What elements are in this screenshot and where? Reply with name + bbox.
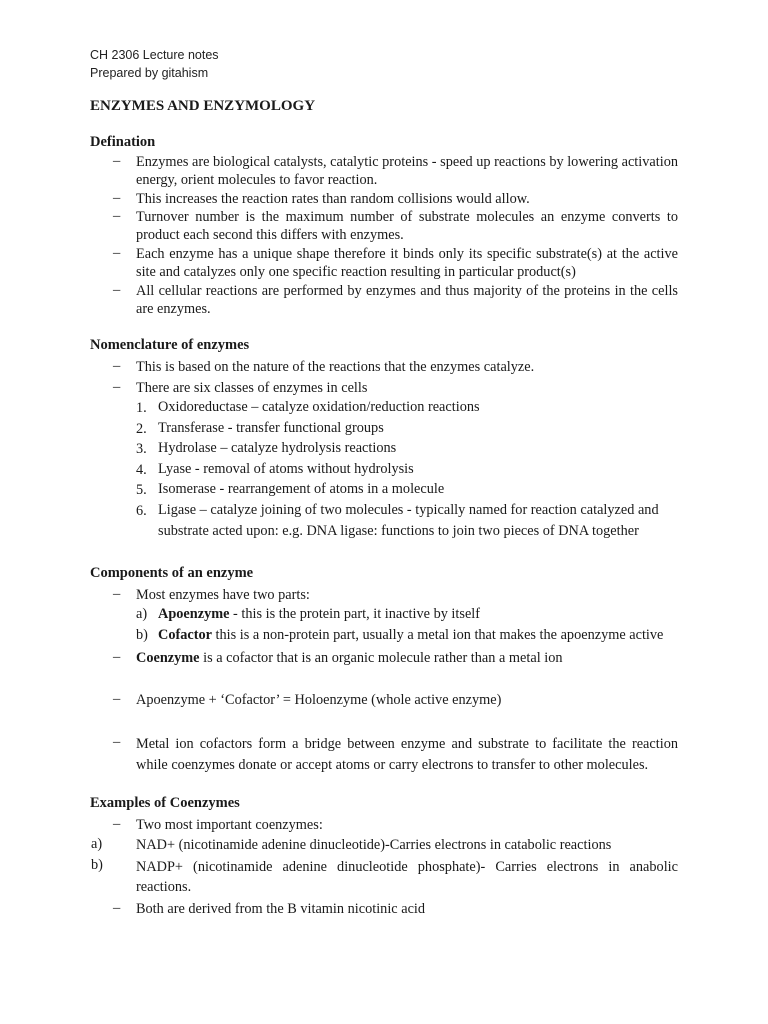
part-letter: a) xyxy=(136,606,148,622)
item-letter: b) xyxy=(91,857,103,873)
bullet-dash: – xyxy=(113,282,121,298)
class-number: 5. xyxy=(136,482,147,498)
nomenclature-bullet: This is based on the nature of the reactions that the enzymes catalyze. xyxy=(136,359,535,375)
class-text: Ligase – catalyze joining of two molecules - typically named for reaction catalyzed and substrate acted upon: e.g. DNA ligase: functions to join two pieces of DNA together xyxy=(158,502,659,539)
part-cofactor xyxy=(158,627,663,644)
coenzymes-intro: Two most important coenzymes: xyxy=(136,817,323,833)
part-apoenzyme xyxy=(158,606,480,623)
bullet-dash: – xyxy=(113,190,121,206)
part-description: this is a non-protein part, usually a metal ion that makes the apoenzyme active xyxy=(211,627,664,643)
bullet-dash: – xyxy=(113,900,121,916)
coenzymes-heading: Examples of Coenzymes xyxy=(90,795,240,811)
coenzyme-example: NAD+ (nicotinamide adenine dinucleotide)-Carries electrons in catabolic reactions xyxy=(136,837,612,853)
bullet-dash: – xyxy=(113,208,121,224)
class-number: 3. xyxy=(136,441,147,457)
coenzymes-origin: Both are derived from the B vitamin nicotinic acid xyxy=(136,901,426,917)
nomenclature-bullet: There are six classes of enzymes in cells xyxy=(136,380,368,396)
part-description: - this is the protein part, it inactive by itself xyxy=(229,606,481,622)
bullet-dash: – xyxy=(113,153,121,169)
bullet-dash: – xyxy=(113,358,121,374)
components-heading: Components of an enzyme xyxy=(90,565,254,581)
document-title: ENZYMES AND ENZYMOLOGY xyxy=(90,98,316,114)
bullet-dash: – xyxy=(113,734,121,750)
bullet-dash: – xyxy=(113,649,121,665)
definition-bullet: Enzymes are biological catalysts, catalytic proteins - speed up reactions by lowering activation energy, orient molecules to favor reaction. xyxy=(136,154,678,189)
part-letter: b) xyxy=(136,627,148,643)
class-text: Oxidoreductase – catalyze oxidation/reduction reactions xyxy=(158,399,480,415)
class-text: Lyase - removal of atoms without hydrolysis xyxy=(158,461,414,477)
class-text: Transferase - transfer functional groups xyxy=(158,420,384,436)
definition-bullet: Turnover number is the maximum number of substrate molecules an enzyme converts to product each second this differs with enzymes. xyxy=(136,209,678,244)
part-term: Apoenzyme xyxy=(158,606,230,622)
definition-bullet: This increases the reaction rates than random collisions would allow. xyxy=(136,191,530,207)
holoenzyme-equation: Apoenzyme + ‘Cofactor’ = Holoenzyme (whole active enzyme) xyxy=(136,692,502,708)
coenzyme-description: is a cofactor that is an organic molecule rather than a metal ion xyxy=(199,650,563,666)
course-code: CH 2306 Lecture notes xyxy=(90,48,219,62)
item-letter: a) xyxy=(91,836,103,852)
bullet-dash: – xyxy=(113,586,121,602)
nomenclature-heading: Nomenclature of enzymes xyxy=(90,337,250,353)
bullet-dash: – xyxy=(113,379,121,395)
part-term: Cofactor xyxy=(158,627,212,643)
definition-bullet: Each enzyme has a unique shape therefore it binds only its specific substrate(s) at the active site and catalyzes only one specific reaction resulting in particular product(s) xyxy=(136,246,678,281)
definition-heading: Defination xyxy=(90,134,156,150)
components-intro: Most enzymes have two parts: xyxy=(136,587,310,603)
class-number: 6. xyxy=(136,503,147,519)
bullet-dash: – xyxy=(113,816,121,832)
bullet-dash: – xyxy=(113,245,121,261)
class-number: 2. xyxy=(136,421,147,437)
class-number: 4. xyxy=(136,462,147,478)
coenzyme-definition xyxy=(136,649,678,667)
metal-cofactor-text: Metal ion cofactors form a bridge between enzyme and substrate to facilitate the reaction while coenzymes donate or accept atoms or carry electrons to transfer to other molecules. xyxy=(136,736,678,773)
coenzyme-example: NADP+ (nicotinamide adenine dinucleotide phosphate)- Carries electrons in anabolic reactions. xyxy=(136,859,678,895)
coenzyme-term: Coenzyme xyxy=(136,650,200,666)
class-text: Hydrolase – catalyze hydrolysis reactions xyxy=(158,440,397,456)
class-number: 1. xyxy=(136,400,147,416)
author-line: Prepared by gitahism xyxy=(90,66,209,80)
bullet-dash: – xyxy=(113,691,121,707)
class-text: Isomerase - rearrangement of atoms in a molecule xyxy=(158,481,445,497)
definition-bullet: All cellular reactions are performed by enzymes and thus majority of the proteins in the cells are enzymes. xyxy=(136,283,678,318)
